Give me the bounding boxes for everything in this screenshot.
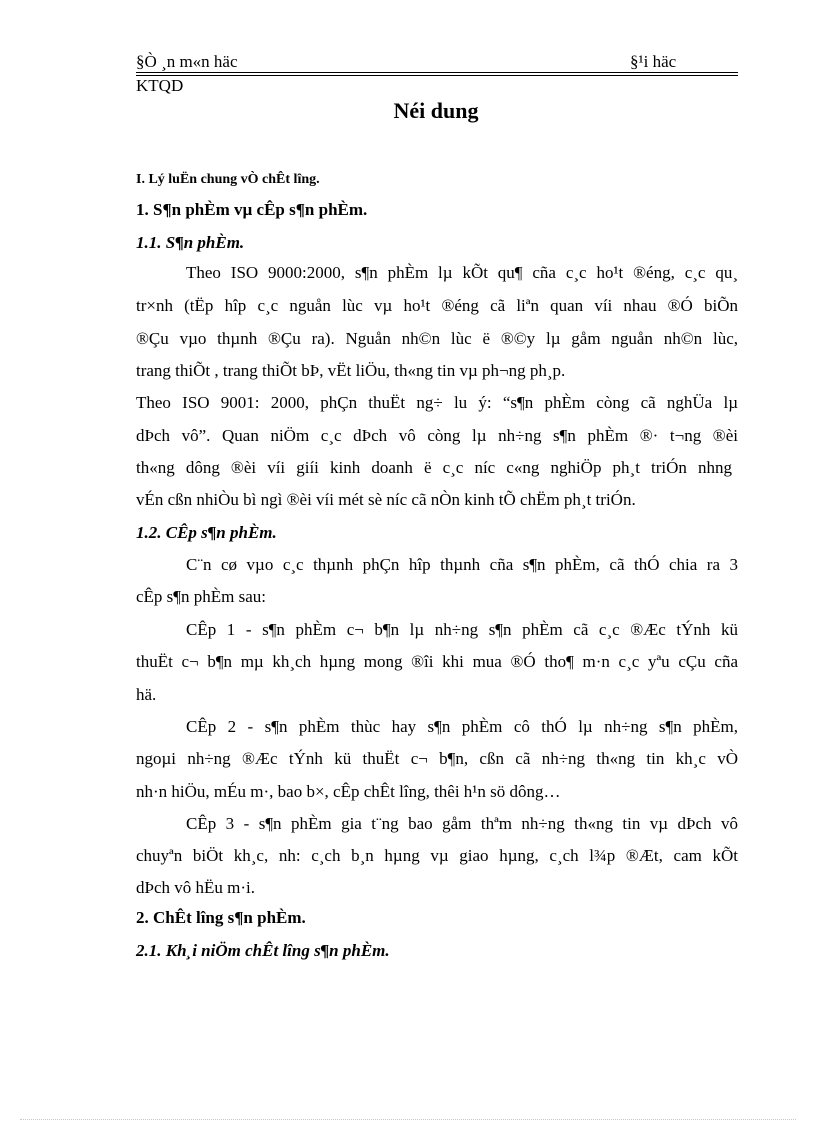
header-rule-double <box>136 75 738 76</box>
paragraph-line: CÊp 3 - s¶n phÈm gia t¨ng bao gåm thªm nh÷ng th«ng tin vµ dÞch vô <box>186 814 738 833</box>
paragraph-line: Theo ISO 9000:2000, s¶n phÈm lµ kÕt qu¶ cña c¸c ho¹t ®éng, c¸c qu¸ <box>186 263 738 282</box>
paragraph-line: dÞch vô”. Quan niÖm c¸c dÞch vô còng lµ nh÷ng s¶n phÈm ®· t¬ng ®èi <box>136 426 738 445</box>
paragraph-line: C¨n cø vµo c¸c thµnh phÇn hîp thµnh cña s¶n phÈm, cã thÓ chia ra 3 <box>186 555 738 574</box>
section-heading: I. Lý luËn chung vÒ chÊt lîng. <box>136 172 320 187</box>
header-subtitle: KTQD <box>136 76 184 95</box>
paragraph-line: trang thiÕt , trang thiÕt bÞ, vËt liÖu, th«ng tin vµ ph¬ng ph¸p. <box>136 361 566 380</box>
paragraph-line: chuyªn biÖt kh¸c, nh: c¸ch b¸n hµng vµ giao hµng, c¸ch l¾p ®Æt, cam kÕt <box>136 846 738 865</box>
header-left: §Ò ¸n m«n häc <box>136 52 238 71</box>
heading-2: 2. ChÊt lîng s¶n phÈm. <box>136 908 306 927</box>
paragraph-line: CÊp 1 - s¶n phÈm c¬ b¶n lµ nh÷ng s¶n phÈm cã c¸c ®Æc tÝnh kü <box>186 620 738 639</box>
page-border-dotted <box>20 1119 796 1120</box>
paragraph-line: hä. <box>136 685 157 704</box>
paragraph-line: vÉn cßn nhiÒu bì ngì ®èi víi mét sè níc cã nÒn kinh tÕ chËm ph¸t triÓn. <box>136 490 636 509</box>
header-rule <box>136 72 738 73</box>
page-title: Néi dung <box>393 98 479 123</box>
heading-1: 1. S¶n phÈm vµ cÊp s¶n phÈm. <box>136 200 368 219</box>
heading-2-1: 2.1. Kh¸i niÖm chÊt lîng s¶n phÈm. <box>136 941 390 960</box>
paragraph-line: tr×nh (tËp hîp c¸c nguån lùc vµ ho¹t ®éng cã liªn quan víi nhau ®Ó biÕn <box>136 296 738 315</box>
paragraph-line: nh·n hiÖu, mÉu m·, bao b×, cÊp chÊt lîng, thêi h¹n sö dông… <box>136 782 561 801</box>
paragraph-line: cÊp s¶n phÈm sau: <box>136 587 266 606</box>
paragraph-line: ®Çu vµo thµnh ®Çu ra). Nguån nh©n lùc ë ®©y lµ gåm nguån nh©n lùc, <box>136 329 738 348</box>
paragraph-line: ngoµi nh÷ng ®Æc tÝnh kü thuËt c¬ b¶n, cßn cã nh÷ng th«ng tin kh¸c vÒ <box>136 749 738 768</box>
paragraph-line: CÊp 2 - s¶n phÈm thùc hay s¶n phÈm cô thÓ lµ nh÷ng s¶n phÈm, <box>186 717 738 736</box>
heading-1-2: 1.2. CÊp s¶n phÈm. <box>136 523 277 542</box>
heading-1-1: 1.1. S¶n phÈm. <box>136 233 245 252</box>
paragraph-line: th«ng dông ®èi víi giíi kinh doanh ë c¸c níc c«ng nghiÖp ph¸t triÓn nhng <box>136 458 732 477</box>
paragraph-line: Theo ISO 9001: 2000, phÇn thuËt ng÷ lu ý: “s¶n phÈm còng cã nghÜa lµ <box>136 393 738 412</box>
paragraph-line: thuËt c¬ b¶n mµ kh¸ch hµng mong ®îi khi mua ®Ó tho¶ m·n c¸c yªu cÇu cña <box>136 652 738 671</box>
paragraph-line: dÞch vô hËu m·i. <box>136 878 255 897</box>
header-right: §¹i häc <box>630 52 677 71</box>
